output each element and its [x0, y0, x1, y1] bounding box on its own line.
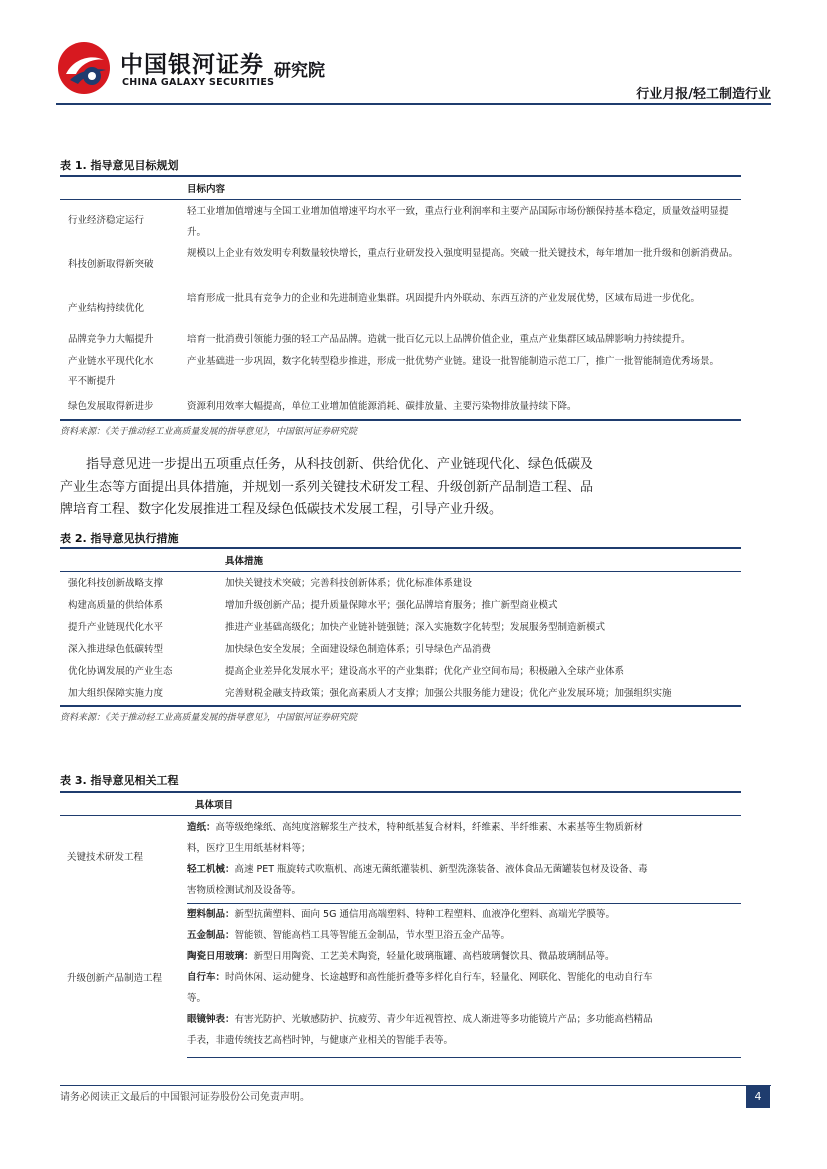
row-label: 行业经济稳定运行: [68, 215, 145, 226]
header-divider: [56, 103, 771, 105]
row-label: 加大组织保障实施力度: [68, 688, 164, 699]
row-label: 品牌竞争力大幅提升: [68, 334, 154, 345]
item-name: 塑料制品：: [187, 909, 235, 920]
table3-bottom-rule: [187, 1057, 741, 1058]
table2-column-header: 具体措施: [225, 556, 264, 567]
group-items: [187, 817, 742, 901]
group-items: [187, 904, 742, 1051]
list-item: [187, 904, 742, 925]
paragraph-line: 牌培育工程、数字化发展推进工程及绿色低碳技术发展工程，引导产业升级。: [60, 502, 503, 517]
paragraph-line: 指导意见进一步提出五项重点任务，从科技创新、供给优化、产业链现代化、绿色低碳及: [86, 457, 594, 472]
footer-disclaimer: 请务必阅读正文最后的中国银河证券股份公司免责声明。: [60, 1092, 310, 1103]
table1-body: [60, 201, 741, 421]
item-name: 造纸：: [187, 822, 216, 833]
row-content: 培育形成一批具有竞争力的企业和先进制造业集群。巩固提升内外联动、东西互济的产业发展优势，区域布局进一步优化。: [187, 293, 701, 304]
item-text: 新型日用陶瓷、工艺美术陶瓷，轻量化玻璃瓶罐、高档玻璃餐饮具、微晶玻璃制品等。: [253, 951, 615, 962]
row-content: 轻工业增加值增速与全国工业增加值增速平均水平一致，重点行业利润率和主要产品国际市场份额保持基本稳定，质量效益明显提升。: [187, 206, 729, 238]
list-item: [187, 967, 742, 1009]
row-label: 优化协调发展的产业生态: [68, 666, 173, 677]
table3-top-rule: [60, 791, 741, 793]
group-label: 关键技术研发工程: [67, 852, 144, 863]
item-text: 智能锁、智能高档工具等智能五金制品，节水型卫浴五金产品等。: [234, 930, 511, 941]
table3-header-rule: [60, 815, 741, 816]
item-text: 等。: [187, 993, 207, 1004]
table2-header-rule: [60, 571, 741, 572]
row-label: 绿色发展取得新进步: [68, 401, 154, 412]
table1-column-header: 目标内容: [187, 184, 226, 195]
table2-source: 资料来源：《关于推动轻工业高质量发展的指导意见》，中国银河证券研究院: [60, 713, 358, 723]
list-item: [187, 1009, 742, 1051]
item-text: 高速 PET 瓶旋转式吹瓶机、高速无菌纸灌装机、新型洗涤装备、液体食品无菌罐装包材及设备、毒: [234, 864, 648, 875]
list-item: [187, 946, 742, 967]
item-text: 有害光防护、光敏感防护、抗疲劳、青少年近视管控、成人渐进等多功能镜片产品；多功能高档精品: [234, 1014, 653, 1025]
row-content: 加快关键技术突破；完善科技创新体系；优化标准体系建设: [225, 578, 473, 589]
table2-body: [60, 573, 741, 705]
item-text: 手表，非遗传统技艺高档时钟，与健康产业相关的智能手表等。: [187, 1035, 454, 1046]
row-content: 规模以上企业有效发明专利数量较快增长，重点行业研发投入强度明显提高。突破一批关键技术，每年增加一批升级和创新消费品。: [187, 248, 739, 259]
table1-title: 表 1. 指导意见目标规划: [60, 159, 179, 172]
item-text: 高等级绝缘纸、高纯度溶解浆生产技术，特种纸基复合材料，纤维素、半纤维素、木素基等生物质新材: [215, 822, 644, 833]
row-content: 增加升级创新产品；提升质量保障水平；强化品牌培育服务；推广新型商业模式: [225, 600, 558, 611]
brand-name-cn: 中国银河证券: [120, 52, 264, 78]
row-content: 加快绿色安全发展；全面建设绿色制造体系；引导绿色产品消费: [225, 644, 492, 655]
table1-top-rule: [60, 175, 741, 177]
table2-top-rule: [60, 547, 741, 549]
table3-column-header: 具体项目: [195, 800, 234, 811]
page-number: 4: [746, 1086, 770, 1108]
item-name: 陶瓷日用玻璃：: [187, 951, 254, 962]
item-name: 眼镜钟表：: [187, 1014, 235, 1025]
list-item: [187, 817, 742, 859]
report-type: 行业月报/轻工制造行业: [636, 87, 771, 102]
list-item: [187, 859, 742, 901]
row-content: 提高企业差异化发展水平；建设高水平的产业集群；优化产业空间布局；积极融入全球产业体系: [225, 666, 625, 677]
row-label-line-1: 产业链水平现代化水: [68, 356, 154, 367]
row-content: 完善财税金融支持政策；强化高素质人才支撑；加强公共服务能力建设；优化产业发展环境；加强组织实施: [225, 688, 672, 699]
footer-divider: [60, 1085, 771, 1086]
table1-source: 资料来源：《关于推动轻工业高质量发展的指导意见》，中国银河证券研究院: [60, 427, 358, 437]
row-label: 深入推进绿色低碳转型: [68, 644, 164, 655]
table1-bottom-rule: [60, 419, 741, 421]
table2-title: 表 2. 指导意见执行措施: [60, 532, 179, 545]
paragraph-line: 产业生态等方面提出具体措施，并规划一系列关键技术研发工程、升级创新产品制造工程、品: [60, 479, 594, 495]
body-paragraph: [60, 454, 750, 522]
brand-name-en: CHINA GALAXY SECURITIES: [122, 77, 275, 88]
row-content: 推进产业基础高级化；加快产业链补链强链；深入实施数字化转型；发展服务型制造新模式: [225, 622, 606, 633]
table3-title: 表 3. 指导意见相关工程: [60, 774, 179, 787]
item-name: 五金制品：: [187, 930, 235, 941]
row-content: 产业基础进一步巩固，数字化转型稳步推进，形成一批优势产业链。建设一批智能制造示范工厂，推广一批智能制造优秀场景。: [187, 356, 720, 367]
item-text: 害物质检测试剂及设备等。: [187, 885, 302, 896]
brand-institute: 研究院: [274, 61, 325, 81]
table2-bottom-rule: [60, 705, 741, 707]
row-content: 资源利用效率大幅提高，单位工业增加值能源消耗、碳排放量、主要污染物排放量持续下降。: [187, 401, 577, 412]
list-item: [187, 925, 742, 946]
row-label: 科技创新取得新突破: [68, 259, 154, 270]
item-name: 轻工机械：: [187, 864, 235, 875]
logo-icon: [56, 40, 112, 96]
row-content: 培育一批消费引领能力强的轻工产品品牌。造就一批百亿元以上品牌价值企业，重点产业集群区域品牌影响力持续提升。: [187, 334, 691, 345]
row-label: 构建高质量的供给体系: [68, 600, 164, 611]
row-label-line-2: 平不断提升: [68, 376, 116, 387]
row-label: 提升产业链现代化水平: [68, 622, 164, 633]
group-label: 升级创新产品制造工程: [67, 973, 163, 984]
table1-header-rule: [60, 199, 741, 200]
item-text: 料，医疗卫生用纸基材料等；: [187, 843, 311, 854]
item-text: 新型抗菌塑料、面向 5G 通信用高端塑料、特种工程塑料、血液净化塑料、高端光学膜等。: [234, 909, 615, 920]
row-label: 强化科技创新战略支撑: [68, 578, 164, 589]
item-name: 自行车：: [187, 972, 226, 983]
item-text: 时尚休闲、运动健身、长途越野和高性能折叠等多样化自行车，轻量化、网联化、智能化的电动自行车: [225, 972, 653, 983]
row-label: 产业结构持续优化: [68, 303, 145, 314]
